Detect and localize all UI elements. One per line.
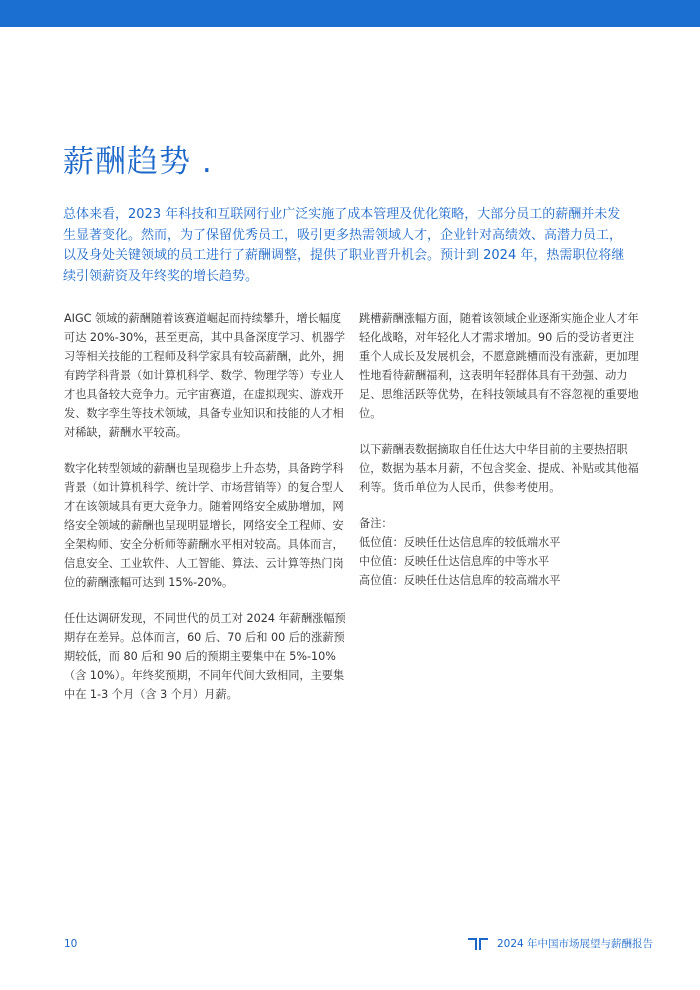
- body-paragraph: 跳槽薪酬涨幅方面，随着该领域企业逐渐实施企业人才年轻化战略，对年轻化人才需求增加。90 后的受访者更注重个人成长及发展机会，不愿意跳槽而没有涨薪，更加理性地看待薪酬福利，这表明年轻群体具有干劲强、动力足、思维活跃等优势，在科技领域具有不容忽视的重要地位。: [359, 312, 639, 420]
- left-column: [64, 309, 347, 721]
- right-column: [359, 309, 639, 590]
- intro-paragraph: 总体来看，2023 年科技和互联网行业广泛实施了成本管理及优化策略，大部分员工的薪酬并未发生显著变化。然而，为了保留优秀员工，吸引更多热需领域人才，企业针对高绩效、高潜力员工，以及身处关键领域的员工进行了薪酬调整，提供了职业晋升机会。预计到 2024 年，热需职位将继续引领薪资及年终奖的增长趋势。: [63, 207, 625, 284]
- notes-heading: 备注：: [359, 517, 393, 530]
- body-paragraph: 数字化转型领域的薪酬也呈现稳步上升态势，具备跨学科背景（如计算机科学、统计学、市场营销等）的复合型人才在该领域具有更大竞争力。随着网络安全威胁增加，网络安全领域的薪酬也呈现明显增长，网络安全工程师、安全架构师、安全分析师等薪酬水平相对较高。具体而言，信息安全、工业软件、人工智能、算法、云计算等热门岗位的薪酬涨幅可达到 15%-20%。: [64, 462, 344, 589]
- page-title: 薪酬趋势 .: [63, 144, 213, 180]
- body-paragraph: 以下薪酬表数据摘取自任仕达大中华目前的主要热招职位，数据为基本月薪，不包含奖金、提成、补贴或其他福利等。货币单位为人民币，供参考使用。: [359, 443, 639, 494]
- notes-block: [359, 514, 639, 590]
- note-item: 中位值：反映任仕达信息库的中等水平: [359, 555, 550, 568]
- footer: [467, 936, 653, 951]
- note-item: 高位值：反映任仕达信息库的较高端水平: [359, 574, 561, 587]
- note-item: 低位值：反映任仕达信息库的较低端水平: [359, 536, 561, 549]
- report-title: 2024 年中国市场展望与薪酬报告: [497, 938, 654, 950]
- top-color-bar: [0, 0, 700, 27]
- randstad-logo-icon: [467, 937, 489, 951]
- page-number: 10: [64, 938, 78, 950]
- body-paragraph: 任仕达调研发现，不同世代的员工对 2024 年薪酬涨幅预期存在差异。总体而言，60 后、70 后和 00 后的涨薪预期较低，而 80 后和 90 后的预期主要集中在 5%-10%（含 10%）。年终奖预期，不同年代间大致相同，主要集中在 1-3 个月（含 3 个月）月薪。: [64, 612, 346, 701]
- body-paragraph: AIGC 领域的薪酬随着该赛道崛起而持续攀升，增长幅度可达 20%-30%，甚至更高，其中具备深度学习、机器学习等相关技能的工程师及科学家具有较高薪酬，此外，拥有跨学科背景（如计算机科学、数学、物理学等）专业人才也具备较大竞争力。元宇宙赛道，在虚拟现实、游戏开发、数字孪生等技术领域，具备专业知识和技能的人才相对稀缺，薪酬水平较高。: [64, 312, 346, 439]
